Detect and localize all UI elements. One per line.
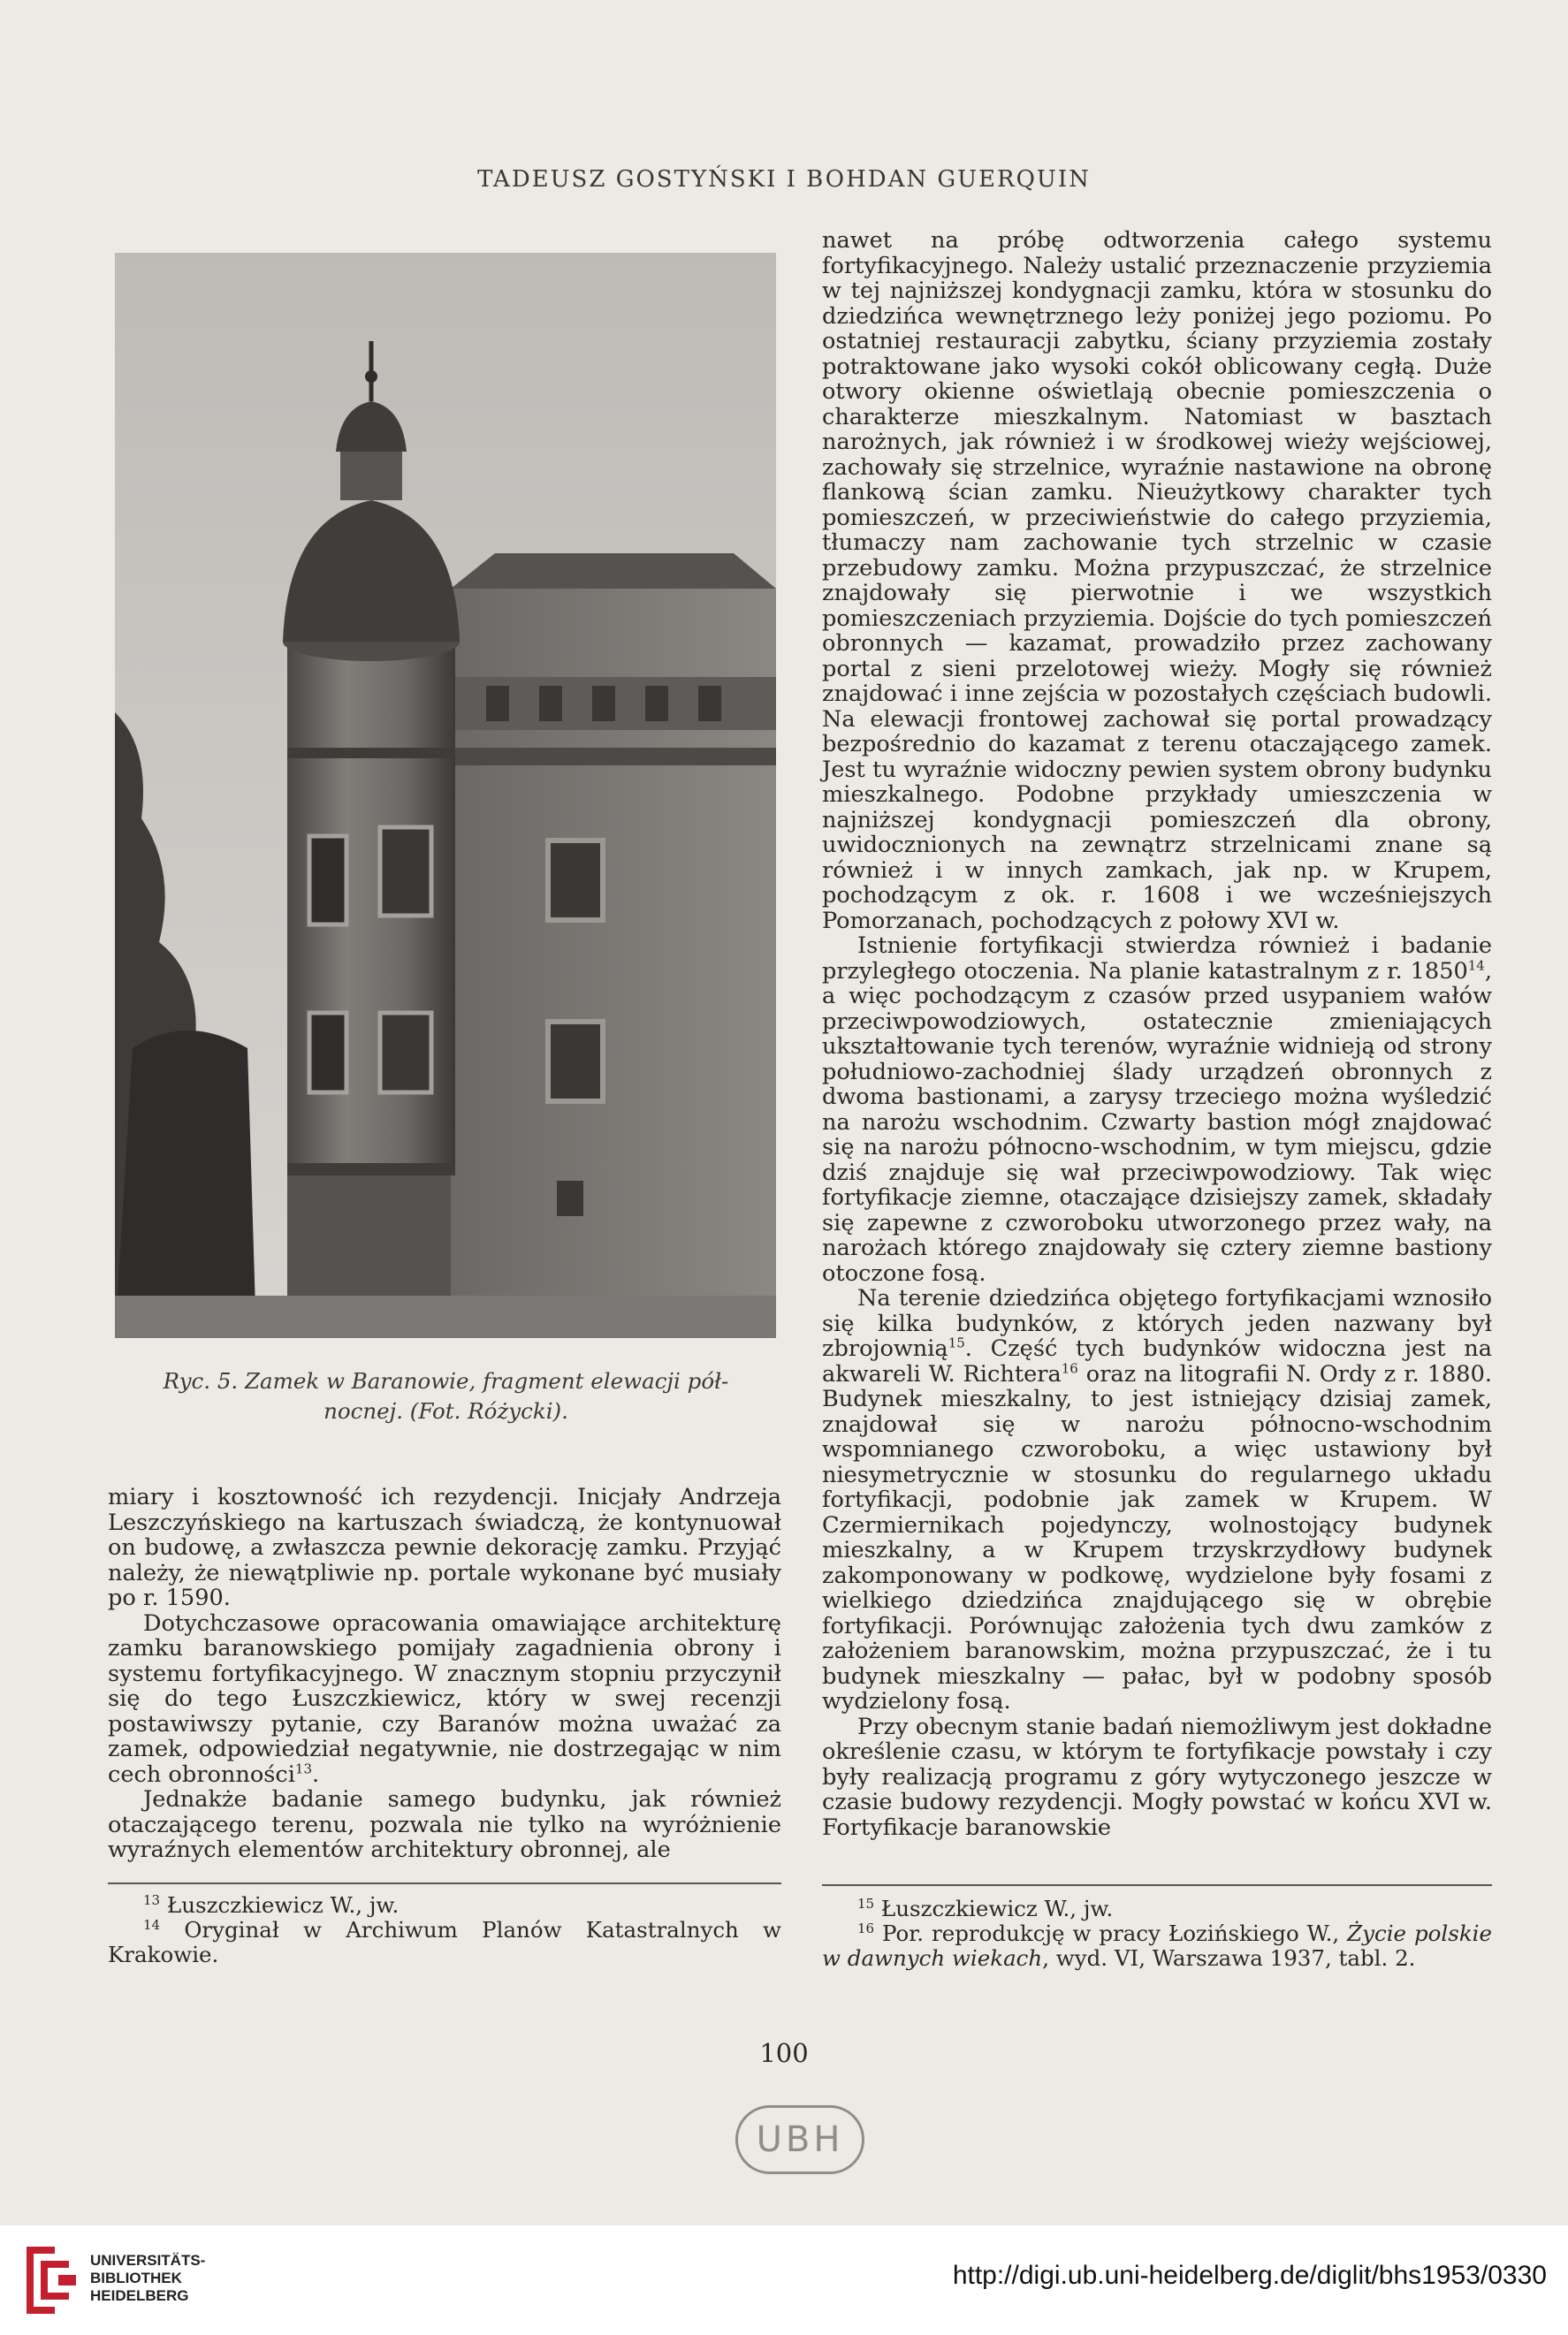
library-name (90, 2252, 205, 2305)
footnote-rule-right (822, 1884, 1492, 1886)
footnote-15 (822, 1897, 1492, 1921)
library-stamp: UBH (735, 2105, 864, 2174)
footnote-text: Por. reprodukcję w pracy Łozińskiego W., (882, 1920, 1348, 1946)
footnote-text: Oryginał w Archiwum Planów Katastralnych w Krakowie. (108, 1917, 781, 1967)
left-paragraph-1: miary i kosztowność ich rezydencji. Inicjały Andrzeja Leszczyńskiego na kartuszach świadczą, że kontynuował on budowę, a zwłaszcza pewnie dekorację zamku. Przyjąć należy, że niewątpliwie np. portale wykonane być musiały po r. 1590. (108, 1484, 781, 1611)
castle-photo-drawing (115, 253, 776, 1338)
footnote-rule-left (108, 1882, 781, 1884)
left-p2-text-a: Dotychczasowe opracowania omawiające architekturę zamku baranowskiego pomijały zagadnienia obrony i systemu fortyfikacyjnego. W znacznym stopniu przyczynił się do tego Łuszczkiewicz, który w swej recenzji postawiwszy pytanie, czy Baranów można uważać za zamek, odpowiedział negatywnie, nie dostrzegając w nim cech obronności (108, 1609, 781, 1788)
left-paragraph-3: Jednakże badanie samego budynku, jak również otaczającego terenu, pozwala nie tylko na wyróżnienie wyraźnych elementów architektury obronnej, ale (108, 1786, 781, 1863)
footnote-ref-16: 16 (1061, 1359, 1078, 1376)
footnote-ref-14: 14 (1467, 956, 1485, 973)
footnotes-right (822, 1897, 1492, 1971)
caption-line-1: Ryc. 5. Zamek w Baranowie, fragment elewacji pół- (163, 1368, 729, 1394)
right-p3-text-a: Na terenie dziedzińca objętego fortyfikacjami wznosiło się kilka budynków, z których jeden nazwany był zbrojownią (822, 1285, 1492, 1362)
right-p2-text-b: , a więc pochodzącym z czasów przed usypaniem wałów przeciwpowodziowych, ostatecznie zmieniających ukształtowanie tych terenów, wyraźnie widnieją od strony południowo-zachodniej ślady urządzeń obronnych z dwoma bastionami, a zarysy trzeciego można wyśledzić na narożu wschodnim. Czwarty bastion mógł znajdować się na narożu północno-wschodnim, w tym miejscu, gdzie dziś znajduje się wał przeciwpowodziowy. Tak więc fortyfikacje ziemne, otaczające dzisiejszy zamek, składały się zapewne z czworoboku utworzonego przez wały, na narożach którego znajdowały się cztery ziemne bastiony otoczone fosą. (822, 957, 1492, 1287)
footnote-number: 13 (143, 1891, 161, 1908)
right-p2-text-a: Istnienie fortyfikacji stwierdza również i badanie przyległego otoczenia. Na planie katastralnym z r. 1850 (822, 932, 1492, 985)
right-paragraph-3 (822, 1286, 1492, 1715)
university-library-logo-icon[interactable] (19, 2240, 83, 2325)
library-name-line-2: BIBLIOTHEK (90, 2270, 182, 2286)
right-paragraph-1: nawet na próbę odtworzenia całego systemu fortyfikacyjnego. Należy ustalić przeznaczenie przyziemia w tej najniższej kondygnacji zamku, która w stosunku do dziedzińca wewnętrznego leży poniżej jego poziomu. Po ostatniej restauracji zabytku, ściany przyziemia zostały potraktowane jako wysoki cokół oblicowany cegłą. Duże otwory okienne oświetlają obecnie pomieszczenia o charakterze mieszkalnym. Natomiast w basztach narożnych, jak również i w środkowej wieży wejściowej, zachowały się strzelnice, wyraźnie nastawione na obronę flankową ścian zamku. Nieużytkowy charakter tych pomieszczeń, w przeciwieństwie do całego przyziemia, tłumaczy nam zachowanie tych strzelnic w czasie przebudowy zamku. Można przypuszczać, że strzelnice znajdowały się pierwotnie i we wszystkich pomieszczeniach przyziemia. Dojście do tych pomieszczeń obronnych — kazamat, prowadziło przez zachowany portal z sieni przelotowej wieży. Mogły się również znajdować i inne zejścia w pozostałych częściach budowli. Na elewacji frontowej zachował się portal prowadzący bezpośrednio do kazamat z terenu otaczającego zamek. Jest tu wyraźnie widoczny pewien system obrony budynku mieszkalnego. Podobne przykłady umieszczenia w najniższej kondygnacji pomieszczeń dla obrony, uwidocznionych na zewnątrz strzelnicami znane są również i w innych zamkach, jak np. w Krupem, pochodzącym z ok. r. 1608 i we wcześniejszych Pomorzanach, pochodzących z połowy XVI w. (822, 227, 1492, 934)
right-p3-text-b: . Część tych budynków widoczna jest na akwareli W. Richtera (822, 1335, 1492, 1388)
library-name-line-1: UNIVERSITÄTS- (90, 2252, 206, 2269)
right-p3-text-c: oraz na litografii N. Ordy z r. 1880. Budynek mieszkalny, to jest istniejący dzisiaj zamek, znajdował się w narożu północno-wschodnim wspomnianego czworoboku, a więc ustawiony był niesymetrycznie w stosunku do regularnego układu fortyfikacji, podobnie jak zamek w Krupem. W Czermiernikach pojedynczy, wolnostojący budynek mieszkalny, a w Krupem trzyskrzydłowy budynek zakomponowany w podkowę, wydzielone były fosami z wielkiego dziedzińca znajdującego się w obrębie fortyfikacji. Porównując założenia tych dwu zamków z założeniem baranowskim, można przypuszczać, że i tu budynek mieszkalny — pałac, był w podobny sposób wydzielony fosą. (822, 1360, 1492, 1715)
right-paragraph-4: Przy obecnym stanie badań niemożliwym jest dokładne określenie czasu, w którym te fortyfikacje powstały i czy były realizacją programu z góry wytyczonego jeszcze w czasie budowy rezydencji. Mogły powstać w końcu XVI w. Fortyfikacje baranowskie (822, 1713, 1492, 1841)
footnote-13 (108, 1893, 781, 1918)
left-p2-text-b: . (312, 1761, 320, 1788)
permalink-url[interactable]: http://digi.ub.uni-heidelberg.de/diglit/bhs1953/0330 (952, 2261, 1547, 2290)
caption-line-2: nocnej. (Fot. Różycki). (323, 1398, 568, 1424)
digitization-footer (0, 2225, 1568, 2335)
footnote-text: Łuszczkiewicz W., jw. (880, 1896, 1114, 1921)
castle-photograph (115, 253, 776, 1338)
running-head: TADEUSZ GOSTYŃSKI I BOHDAN GUERQUIN (477, 166, 1091, 193)
footnote-number: 15 (857, 1895, 875, 1912)
right-paragraph-2 (822, 933, 1492, 1286)
footnote-ref-13: 13 (294, 1760, 312, 1776)
logo-svg (19, 2240, 83, 2321)
right-column (822, 228, 1492, 1840)
footnote-number: 14 (143, 1916, 161, 1933)
left-paragraph-2 (108, 1611, 781, 1788)
footnote-14 (108, 1918, 781, 1967)
footnotes-left (108, 1893, 781, 1967)
footnote-book-title: Życie polskie w dawnych wiekach (822, 1920, 1492, 1971)
footnote-16 (822, 1921, 1492, 1971)
footnote-text: Łuszczkiewicz W., jw. (166, 1892, 400, 1918)
page-number: 100 (759, 2038, 809, 2068)
footnote-number: 16 (857, 1920, 875, 1936)
footnote-text-end: , wyd. VI, Warszawa 1937, tabl. 2. (1042, 1945, 1416, 1971)
left-column (108, 1485, 781, 1863)
figure-caption (108, 1366, 784, 1426)
footnote-ref-15: 15 (948, 1335, 965, 1351)
library-name-line-3: HEIDELBERG (90, 2287, 189, 2304)
